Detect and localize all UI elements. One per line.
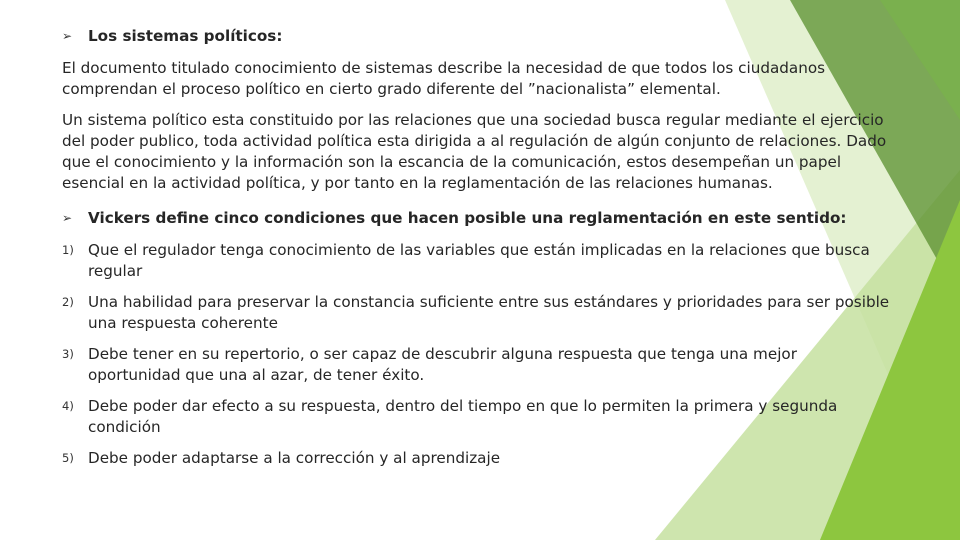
list-item-text: Debe poder adaptarse a la corrección y al aprendizaje [88, 449, 501, 467]
heading-text: Vickers define cinco condiciones que hacen posible una reglamentación en este sentido: [88, 209, 847, 227]
list-item-text: Debe poder dar efecto a su respuesta, dentro del tiempo en que lo permiten la primera y segunda condición [88, 397, 838, 436]
list-number: 2) [62, 295, 74, 309]
list-number: 4) [62, 399, 74, 413]
section-heading-vickers [62, 208, 892, 229]
section-heading-sistemas [62, 26, 892, 47]
numbered-list [62, 240, 892, 469]
list-item-text: Debe tener en su repertorio, o ser capaz de descubrir alguna respuesta que tenga una mejor oportunidad que una al azar, de tener éxito. [88, 345, 797, 384]
heading-text: Los sistemas políticos: [88, 27, 283, 45]
list-item-text: Una habilidad para preservar la constancia suficiente entre sus estándares y prioridades para ser posible una respuesta coherente [88, 293, 890, 332]
list-number: 3) [62, 347, 74, 361]
slide-content [62, 26, 892, 479]
arrow-bullet-icon: ➢ [62, 29, 73, 43]
list-item [62, 448, 892, 469]
list-item [62, 292, 892, 334]
list-number: 1) [62, 243, 74, 257]
paragraph-sistema-politico: Un sistema político esta constituido por las relaciones que una sociedad busca regular mediante el ejercicio del poder publico, toda actividad política esta dirigida a al regulación de algún conjunto de relaciones. Dado que el conocimiento y la información son la escancia de la comunicación, estos desempeñan un papel esencial en la actividad política, y por tanto en la reglamentación de las relaciones humanas. [62, 111, 887, 192]
list-item [62, 344, 892, 386]
list-number: 5) [62, 451, 74, 465]
paragraph-documento: El documento titulado conocimiento de sistemas describe la necesidad de que todos los ciudadanos comprendan el proceso político en cierto grado diferente del ”nacionalista” elemental. [62, 59, 826, 98]
list-item [62, 240, 892, 282]
list-item-text: Que el regulador tenga conocimiento de las variables que están implicadas en la relaciones que busca regular [88, 241, 870, 280]
arrow-bullet-icon: ➢ [62, 211, 73, 225]
list-item [62, 396, 892, 438]
